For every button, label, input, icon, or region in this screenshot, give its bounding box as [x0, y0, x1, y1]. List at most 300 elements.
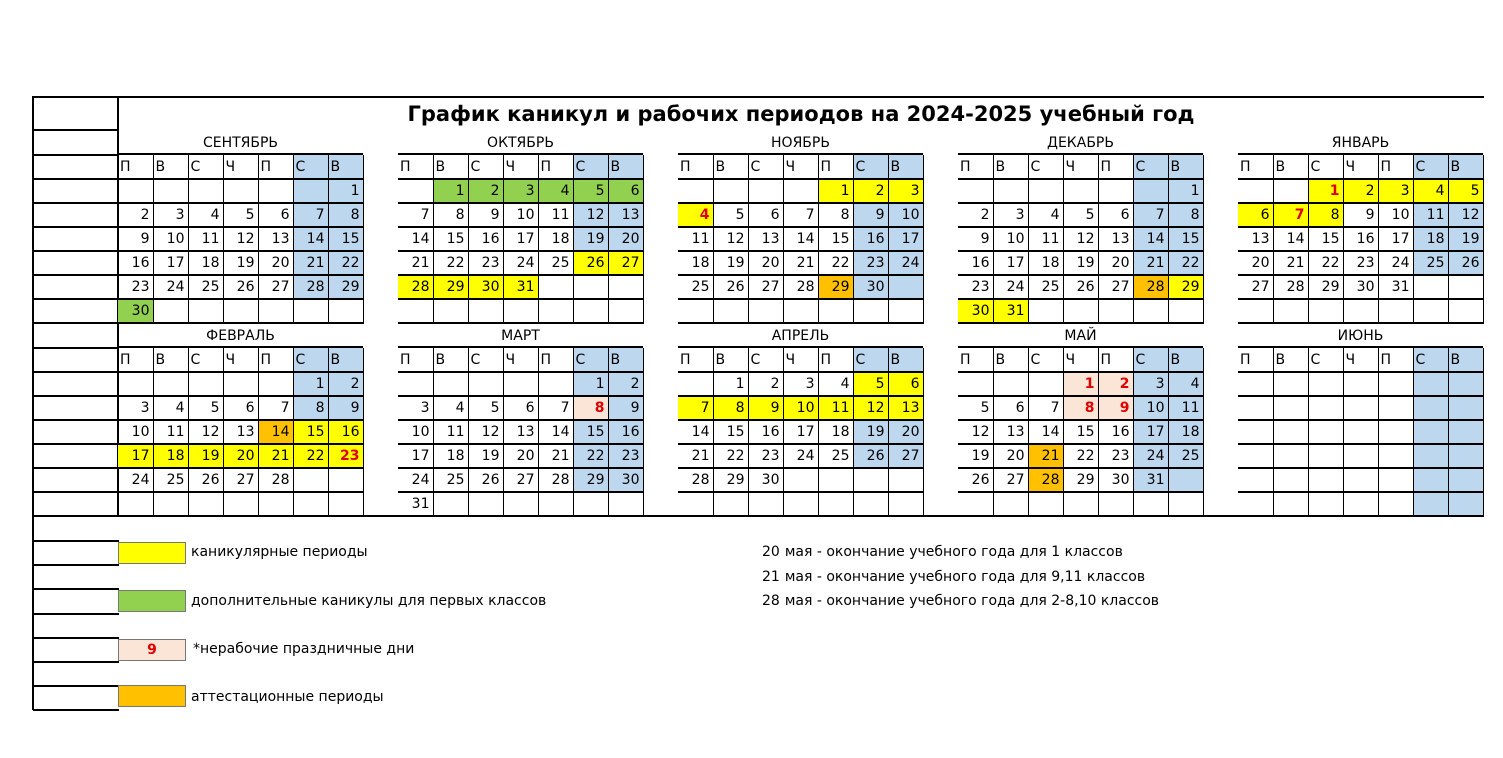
day-cell — [188, 299, 223, 323]
day-cell — [1168, 492, 1203, 516]
day-cell: 2 — [608, 372, 643, 396]
month-grid — [118, 155, 364, 324]
day-cell: 26 — [1063, 275, 1098, 299]
day-cell: 5 — [853, 372, 888, 396]
day-cell: 27 — [748, 275, 783, 299]
day-cell — [1413, 396, 1448, 420]
weekday-header: Ч — [503, 155, 538, 179]
day-cell: 28 — [1273, 275, 1308, 299]
day-cell: 6 — [888, 372, 923, 396]
week-row — [1238, 444, 1483, 468]
day-cell: 27 — [503, 468, 538, 492]
day-cell: 13 — [748, 227, 783, 251]
day-cell: 15 — [1168, 227, 1203, 251]
day-cell: 9 — [958, 227, 993, 251]
weekday-header: С — [468, 348, 503, 372]
weekday-header: П — [398, 155, 433, 179]
day-cell: 6 — [1098, 203, 1133, 227]
frame-row-line — [33, 588, 119, 590]
day-cell: 25 — [188, 275, 223, 299]
day-cell: 20 — [993, 444, 1028, 468]
day-cell — [1028, 179, 1063, 203]
day-cell — [468, 372, 503, 396]
day-cell — [573, 275, 608, 299]
day-cell: 27 — [223, 468, 258, 492]
day-cell: 2 — [118, 203, 153, 227]
day-cell — [818, 468, 853, 492]
legend-label-attestation: аттестационные периоды — [191, 689, 384, 705]
day-cell: 25 — [678, 275, 713, 299]
weekday-header: Ч — [223, 155, 258, 179]
day-cell: 26 — [468, 468, 503, 492]
day-cell: 28 — [398, 275, 433, 299]
day-cell: 7 — [538, 396, 573, 420]
day-cell: 4 — [538, 179, 573, 203]
day-cell — [188, 372, 223, 396]
frame-row-line — [33, 178, 119, 180]
day-cell: 11 — [188, 227, 223, 251]
weekday-header: В — [713, 348, 748, 372]
day-cell — [1028, 299, 1063, 323]
day-cell — [1238, 396, 1273, 420]
day-cell: 24 — [503, 251, 538, 275]
day-cell — [1413, 372, 1448, 396]
day-cell — [678, 299, 713, 323]
day-cell: 12 — [853, 396, 888, 420]
day-cell: 6 — [1238, 203, 1273, 227]
day-cell: 8 — [713, 396, 748, 420]
day-cell — [1448, 420, 1483, 444]
day-cell — [188, 179, 223, 203]
day-cell: 22 — [1308, 251, 1343, 275]
day-cell: 5 — [223, 203, 258, 227]
day-cell: 29 — [573, 468, 608, 492]
day-cell: 10 — [1378, 203, 1413, 227]
day-cell: 7 — [678, 396, 713, 420]
day-cell — [1413, 420, 1448, 444]
day-cell — [1343, 299, 1378, 323]
day-cell — [1273, 420, 1308, 444]
day-cell: 18 — [153, 444, 188, 468]
day-cell: 26 — [958, 468, 993, 492]
day-cell: 18 — [433, 444, 468, 468]
day-cell: 5 — [1448, 179, 1483, 203]
day-cell: 29 — [433, 275, 468, 299]
weekday-header: С — [573, 348, 608, 372]
weekday-header: С — [853, 155, 888, 179]
weekday-header: С — [188, 155, 223, 179]
day-cell — [993, 372, 1028, 396]
day-cell — [118, 492, 153, 516]
weekday-header: Ч — [503, 348, 538, 372]
note-line — [762, 567, 1150, 587]
day-cell — [888, 299, 923, 323]
week-row — [678, 251, 923, 275]
weekday-header: Ч — [1063, 155, 1098, 179]
day-cell — [223, 179, 258, 203]
note-day: 28 — [762, 593, 780, 609]
day-cell: 18 — [1168, 420, 1203, 444]
day-cell — [1273, 468, 1308, 492]
day-cell: 12 — [713, 227, 748, 251]
day-cell: 26 — [1448, 251, 1483, 275]
day-cell — [328, 492, 363, 516]
day-cell: 4 — [818, 372, 853, 396]
day-cell: 19 — [958, 444, 993, 468]
frame-top-line — [33, 96, 1484, 98]
day-cell — [1343, 492, 1378, 516]
weekday-header: С — [293, 155, 328, 179]
day-cell — [1448, 468, 1483, 492]
day-cell: 8 — [818, 203, 853, 227]
month-name: ИЮНЬ — [1238, 324, 1483, 348]
day-cell: 26 — [853, 444, 888, 468]
week-row — [1238, 492, 1483, 516]
week-row — [118, 372, 363, 396]
day-cell: 4 — [678, 203, 713, 227]
day-cell: 30 — [1098, 468, 1133, 492]
weekday-header: С — [1413, 155, 1448, 179]
day-cell: 21 — [1273, 251, 1308, 275]
day-cell — [433, 299, 468, 323]
day-cell — [713, 492, 748, 516]
weekday-header: В — [1273, 348, 1308, 372]
day-cell — [748, 299, 783, 323]
month-grid — [398, 348, 644, 517]
day-cell — [1308, 492, 1343, 516]
day-cell: 26 — [573, 251, 608, 275]
day-cell — [1343, 396, 1378, 420]
day-cell: 20 — [748, 251, 783, 275]
day-cell: 24 — [153, 275, 188, 299]
day-cell: 14 — [293, 227, 328, 251]
day-cell — [258, 492, 293, 516]
weekday-header: С — [188, 348, 223, 372]
day-cell: 9 — [328, 396, 363, 420]
weekday-header: С — [853, 348, 888, 372]
day-cell — [993, 492, 1028, 516]
day-cell: 15 — [433, 227, 468, 251]
day-cell: 4 — [188, 203, 223, 227]
month-block — [678, 324, 923, 518]
weekday-header: В — [153, 348, 188, 372]
week-row — [958, 275, 1203, 299]
legend-swatch-vacation — [118, 542, 186, 564]
day-cell: 23 — [853, 251, 888, 275]
month-block — [398, 324, 643, 518]
day-cell: 2 — [748, 372, 783, 396]
day-cell: 24 — [1378, 251, 1413, 275]
week-row — [118, 444, 363, 468]
frame-row-line — [33, 467, 119, 469]
day-cell — [1098, 179, 1133, 203]
note-text: мая - окончание учебного года для 9,11 классов — [784, 569, 1146, 585]
note-day: 20 — [762, 544, 780, 560]
day-cell: 16 — [748, 420, 783, 444]
weekday-header: В — [608, 155, 643, 179]
day-cell — [188, 492, 223, 516]
weekday-header: Ч — [1343, 348, 1378, 372]
day-cell: 21 — [398, 251, 433, 275]
day-cell: 22 — [328, 251, 363, 275]
weekday-header: В — [993, 348, 1028, 372]
month-grid — [398, 155, 644, 324]
day-cell: 2 — [1343, 179, 1378, 203]
day-cell: 6 — [258, 203, 293, 227]
day-cell — [1273, 444, 1308, 468]
day-cell: 13 — [608, 203, 643, 227]
day-cell: 11 — [1413, 203, 1448, 227]
day-cell: 17 — [993, 251, 1028, 275]
day-cell — [1098, 492, 1133, 516]
day-cell: 16 — [1098, 420, 1133, 444]
week-row — [118, 275, 363, 299]
weekday-header: С — [1308, 348, 1343, 372]
frame-row-line — [33, 613, 119, 615]
day-cell: 29 — [1063, 468, 1098, 492]
day-cell — [503, 372, 538, 396]
day-cell — [1343, 420, 1378, 444]
day-cell: 4 — [433, 396, 468, 420]
week-row — [958, 372, 1203, 396]
day-cell: 26 — [713, 275, 748, 299]
frame-row-line — [33, 491, 119, 493]
day-cell — [328, 299, 363, 323]
day-cell — [1238, 299, 1273, 323]
week-row — [678, 299, 923, 323]
day-cell: 15 — [713, 420, 748, 444]
frame-row-line — [33, 540, 119, 542]
day-cell: 16 — [118, 251, 153, 275]
day-cell — [1133, 492, 1168, 516]
day-cell: 11 — [818, 396, 853, 420]
day-cell: 2 — [468, 179, 503, 203]
day-cell — [1448, 275, 1483, 299]
day-cell — [1308, 396, 1343, 420]
day-cell: 19 — [223, 251, 258, 275]
day-cell — [1413, 492, 1448, 516]
month-grid — [1238, 348, 1484, 517]
day-cell: 6 — [503, 396, 538, 420]
weekday-header: С — [1028, 155, 1063, 179]
day-cell: 20 — [258, 251, 293, 275]
weekday-header: П — [398, 348, 433, 372]
day-cell: 19 — [853, 420, 888, 444]
day-cell: 13 — [223, 420, 258, 444]
weekday-header: В — [1168, 348, 1203, 372]
day-cell: 31 — [398, 492, 433, 516]
weekday-header: П — [538, 348, 573, 372]
week-row — [678, 468, 923, 492]
day-cell — [1378, 299, 1413, 323]
day-cell: 19 — [188, 444, 223, 468]
day-cell: 30 — [608, 468, 643, 492]
day-cell — [398, 372, 433, 396]
week-row — [398, 299, 643, 323]
day-cell — [1378, 372, 1413, 396]
day-cell: 16 — [1343, 227, 1378, 251]
frame-row-line — [33, 250, 119, 252]
week-row — [678, 227, 923, 251]
frame-row-line — [33, 419, 119, 421]
day-cell — [888, 468, 923, 492]
weekday-header: В — [1273, 155, 1308, 179]
weekday-header: П — [258, 155, 293, 179]
day-cell — [538, 372, 573, 396]
week-row — [678, 420, 923, 444]
day-cell: 24 — [993, 275, 1028, 299]
week-row — [118, 396, 363, 420]
month-name: ФЕВРАЛЬ — [118, 324, 363, 348]
day-cell: 21 — [258, 444, 293, 468]
day-cell: 8 — [573, 396, 608, 420]
month-name: СЕНТЯБРЬ — [118, 131, 363, 155]
weekday-header: В — [993, 155, 1028, 179]
weekday-header: В — [153, 155, 188, 179]
month-block — [1238, 324, 1483, 518]
day-cell: 13 — [888, 396, 923, 420]
day-cell — [1343, 444, 1378, 468]
day-cell: 30 — [1343, 275, 1378, 299]
day-cell — [1308, 420, 1343, 444]
week-row — [958, 444, 1203, 468]
frame-row-line — [33, 443, 119, 445]
day-cell: 24 — [398, 468, 433, 492]
note-line — [762, 542, 1128, 562]
day-cell: 22 — [573, 444, 608, 468]
day-cell — [1273, 396, 1308, 420]
day-cell — [818, 299, 853, 323]
day-cell: 25 — [1413, 251, 1448, 275]
day-cell: 28 — [1133, 275, 1168, 299]
frame-row-line — [33, 685, 119, 687]
day-cell: 8 — [328, 203, 363, 227]
day-cell — [573, 492, 608, 516]
day-cell: 14 — [1273, 227, 1308, 251]
day-cell: 11 — [1028, 227, 1063, 251]
week-row — [678, 372, 923, 396]
page-title: График каникул и рабочих периодов на 2024-2025 учебный год — [407, 102, 1195, 126]
day-cell: 3 — [1133, 372, 1168, 396]
day-cell: 5 — [188, 396, 223, 420]
week-row — [958, 227, 1203, 251]
day-cell — [958, 492, 993, 516]
day-cell: 25 — [1168, 444, 1203, 468]
day-cell: 9 — [748, 396, 783, 420]
day-cell: 1 — [713, 372, 748, 396]
day-cell — [153, 179, 188, 203]
weekday-header: П — [818, 348, 853, 372]
day-cell — [1413, 275, 1448, 299]
day-cell: 2 — [1098, 372, 1133, 396]
day-cell: 28 — [1028, 468, 1063, 492]
day-cell: 14 — [398, 227, 433, 251]
frame-left-line — [32, 96, 34, 710]
day-cell: 17 — [398, 444, 433, 468]
day-cell — [433, 372, 468, 396]
day-cell — [1133, 179, 1168, 203]
day-cell: 23 — [1098, 444, 1133, 468]
day-cell: 18 — [678, 251, 713, 275]
day-cell: 7 — [1273, 203, 1308, 227]
day-cell — [223, 372, 258, 396]
day-cell: 1 — [573, 372, 608, 396]
weekday-header: П — [118, 348, 153, 372]
day-cell: 5 — [573, 179, 608, 203]
day-cell — [888, 492, 923, 516]
day-cell: 4 — [1168, 372, 1203, 396]
week-row — [398, 227, 643, 251]
weekday-header: С — [748, 348, 783, 372]
day-cell — [1308, 444, 1343, 468]
day-cell — [1063, 179, 1098, 203]
day-cell: 12 — [1063, 227, 1098, 251]
week-row — [398, 251, 643, 275]
month-grid — [118, 348, 364, 517]
legend-label-vacation: каникулярные периоды — [191, 544, 368, 560]
day-cell: 1 — [1168, 179, 1203, 203]
day-cell: 9 — [118, 227, 153, 251]
day-cell: 24 — [118, 468, 153, 492]
weekday-header: Ч — [783, 348, 818, 372]
day-cell: 7 — [783, 203, 818, 227]
week-row — [118, 227, 363, 251]
week-row — [958, 179, 1203, 203]
note-text: мая - окончание учебного года для 2-8,10 классов — [784, 593, 1160, 609]
day-cell: 27 — [888, 444, 923, 468]
day-cell: 30 — [118, 299, 153, 323]
day-cell: 22 — [713, 444, 748, 468]
weekday-header: П — [678, 348, 713, 372]
week-row — [958, 203, 1203, 227]
week-row — [118, 203, 363, 227]
week-row — [678, 179, 923, 203]
day-cell: 16 — [958, 251, 993, 275]
day-cell: 20 — [223, 444, 258, 468]
day-cell: 14 — [678, 420, 713, 444]
frame-title-line — [33, 129, 119, 131]
day-cell: 7 — [293, 203, 328, 227]
month-block — [118, 324, 363, 518]
day-cell: 2 — [853, 179, 888, 203]
day-cell: 1 — [1308, 179, 1343, 203]
day-cell — [1273, 299, 1308, 323]
week-row — [398, 492, 643, 516]
day-cell: 3 — [503, 179, 538, 203]
day-cell: 16 — [328, 420, 363, 444]
month-name: НОЯБРЬ — [678, 131, 923, 155]
month-block — [1238, 131, 1483, 325]
day-cell: 12 — [958, 420, 993, 444]
day-cell: 20 — [1238, 251, 1273, 275]
month-grid — [958, 155, 1204, 324]
day-cell — [853, 299, 888, 323]
day-cell — [1343, 468, 1378, 492]
day-cell: 24 — [888, 251, 923, 275]
week-row — [958, 396, 1203, 420]
day-cell: 26 — [188, 468, 223, 492]
day-cell — [1028, 372, 1063, 396]
day-cell — [678, 492, 713, 516]
weekday-header: П — [958, 155, 993, 179]
day-cell — [853, 468, 888, 492]
day-cell: 1 — [1063, 372, 1098, 396]
day-cell: 8 — [293, 396, 328, 420]
day-cell — [293, 179, 328, 203]
day-cell: 8 — [1063, 396, 1098, 420]
note-line — [762, 591, 1164, 611]
week-row — [118, 420, 363, 444]
